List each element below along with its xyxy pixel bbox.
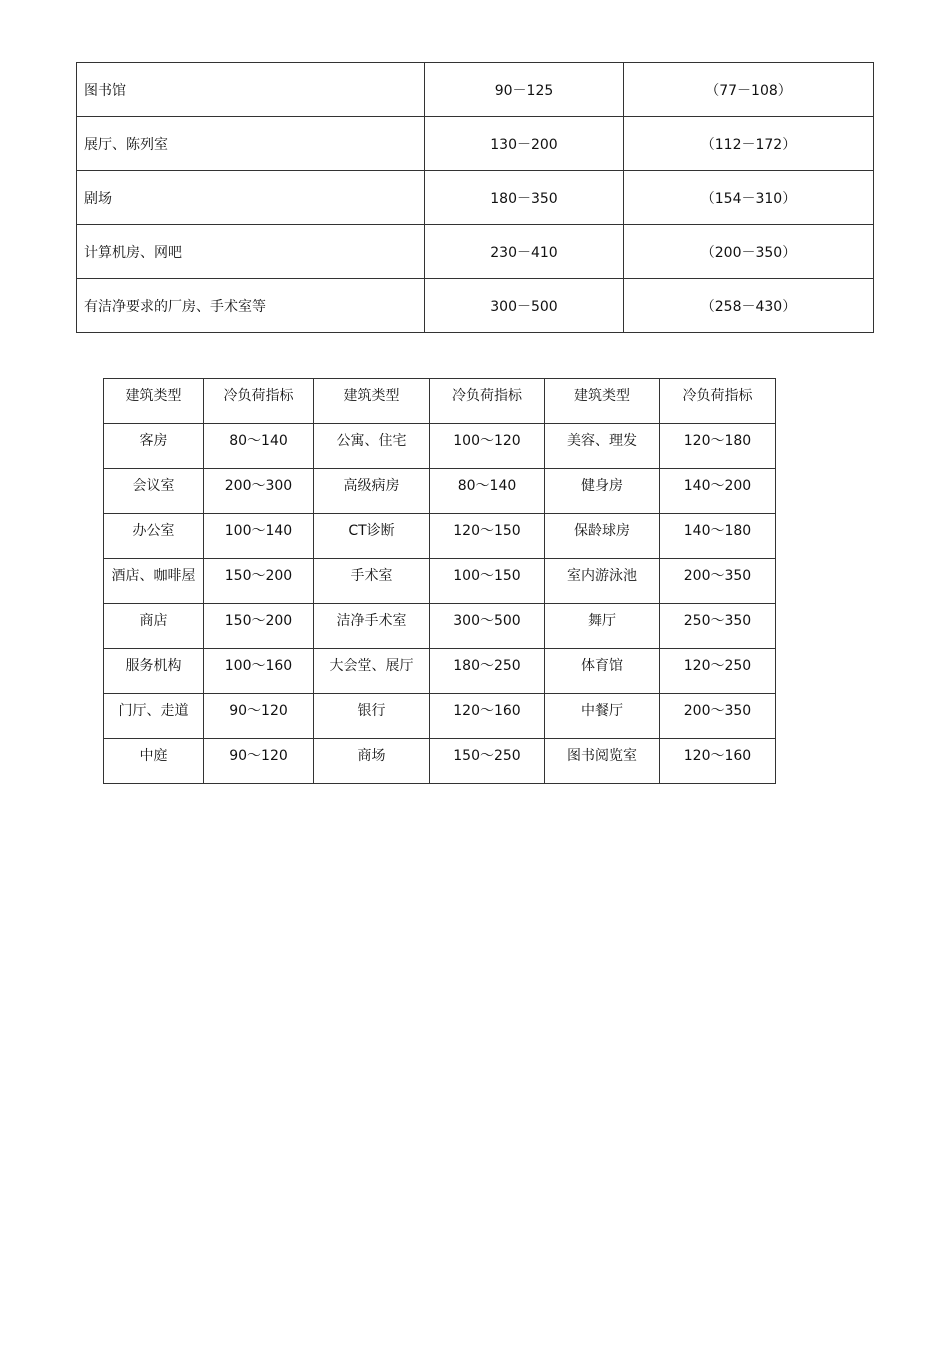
building-type-cell: 中庭 [104,739,204,784]
load-range-cell: 130－200 [425,117,624,171]
column-header-cooling-load: 冷负荷指标 [660,379,776,424]
table-row [104,604,776,649]
table-header-row [104,379,776,424]
building-type-cell: 有洁净要求的厂房、手术室等 [77,279,425,333]
building-type-cell: 展厅、陈列室 [77,117,425,171]
building-type-cell: 办公室 [104,514,204,559]
building-type-cell: 图书阅览室 [545,739,660,784]
building-type-cell: 大会堂、展厅 [314,649,430,694]
table-row [104,649,776,694]
load-range-cell: 90－125 [425,63,624,117]
table-row [104,739,776,784]
table-row [77,117,874,171]
building-type-cell: 银行 [314,694,430,739]
cooling-load-cell: 100～150 [430,559,545,604]
building-type-cell: 计算机房、网吧 [77,225,425,279]
building-type-cell: 美容、理发 [545,424,660,469]
cooling-load-cell: 180～250 [430,649,545,694]
table-row [77,279,874,333]
cooling-load-cell: 150～250 [430,739,545,784]
cooling-load-cell: 120～150 [430,514,545,559]
building-type-cell: 客房 [104,424,204,469]
table-row [104,469,776,514]
table-body [77,63,874,333]
column-header-building-type: 建筑类型 [104,379,204,424]
column-header-building-type: 建筑类型 [545,379,660,424]
converted-range-cell: （77－108） [624,63,874,117]
cooling-load-cell: 200～300 [204,469,314,514]
cooling-load-cell: 100～160 [204,649,314,694]
building-type-cell: 公寓、住宅 [314,424,430,469]
cooling-load-cell: 140～180 [660,514,776,559]
converted-range-cell: （258－430） [624,279,874,333]
cooling-load-cell: 120～160 [660,739,776,784]
building-type-cell: 高级病房 [314,469,430,514]
cooling-load-cell: 140～200 [660,469,776,514]
table-row [77,225,874,279]
building-type-cell: 门厅、走道 [104,694,204,739]
table-row [104,424,776,469]
column-header-cooling-load: 冷负荷指标 [204,379,314,424]
cooling-load-cell: 300～500 [430,604,545,649]
column-header-cooling-load: 冷负荷指标 [430,379,545,424]
building-type-cell: 保龄球房 [545,514,660,559]
cooling-load-cell: 120～160 [430,694,545,739]
building-type-cell: CT诊断 [314,514,430,559]
building-type-cell: 商场 [314,739,430,784]
building-type-cell: 酒店、咖啡屋 [104,559,204,604]
building-type-cell: 中餐厅 [545,694,660,739]
table-body [104,379,776,784]
cooling-load-cell: 120～250 [660,649,776,694]
load-range-cell: 180－350 [425,171,624,225]
cooling-load-cell: 120～180 [660,424,776,469]
cooling-load-cell: 100～120 [430,424,545,469]
building-type-cell: 商店 [104,604,204,649]
cooling-load-cell: 80～140 [430,469,545,514]
building-type-cell: 体育馆 [545,649,660,694]
cooling-load-cell: 150～200 [204,604,314,649]
converted-range-cell: （154－310） [624,171,874,225]
cooling-load-cell: 90～120 [204,694,314,739]
table-row [104,514,776,559]
cooling-load-range-table [76,62,874,333]
building-type-cell: 剧场 [77,171,425,225]
cooling-load-index-table [103,378,776,784]
cooling-load-cell: 150～200 [204,559,314,604]
load-range-cell: 300－500 [425,279,624,333]
cooling-load-cell: 250～350 [660,604,776,649]
converted-range-cell: （112－172） [624,117,874,171]
cooling-load-cell: 200～350 [660,559,776,604]
converted-range-cell: （200－350） [624,225,874,279]
table-row [77,63,874,117]
load-range-cell: 230－410 [425,225,624,279]
building-type-cell: 洁净手术室 [314,604,430,649]
building-type-cell: 手术室 [314,559,430,604]
cooling-load-cell: 100～140 [204,514,314,559]
building-type-cell: 室内游泳池 [545,559,660,604]
building-type-cell: 服务机构 [104,649,204,694]
building-type-cell: 舞厅 [545,604,660,649]
column-header-building-type: 建筑类型 [314,379,430,424]
building-type-cell: 健身房 [545,469,660,514]
building-type-cell: 图书馆 [77,63,425,117]
cooling-load-cell: 200～350 [660,694,776,739]
table-row [77,171,874,225]
table-row [104,694,776,739]
table-row [104,559,776,604]
building-type-cell: 会议室 [104,469,204,514]
cooling-load-cell: 80～140 [204,424,314,469]
cooling-load-cell: 90～120 [204,739,314,784]
